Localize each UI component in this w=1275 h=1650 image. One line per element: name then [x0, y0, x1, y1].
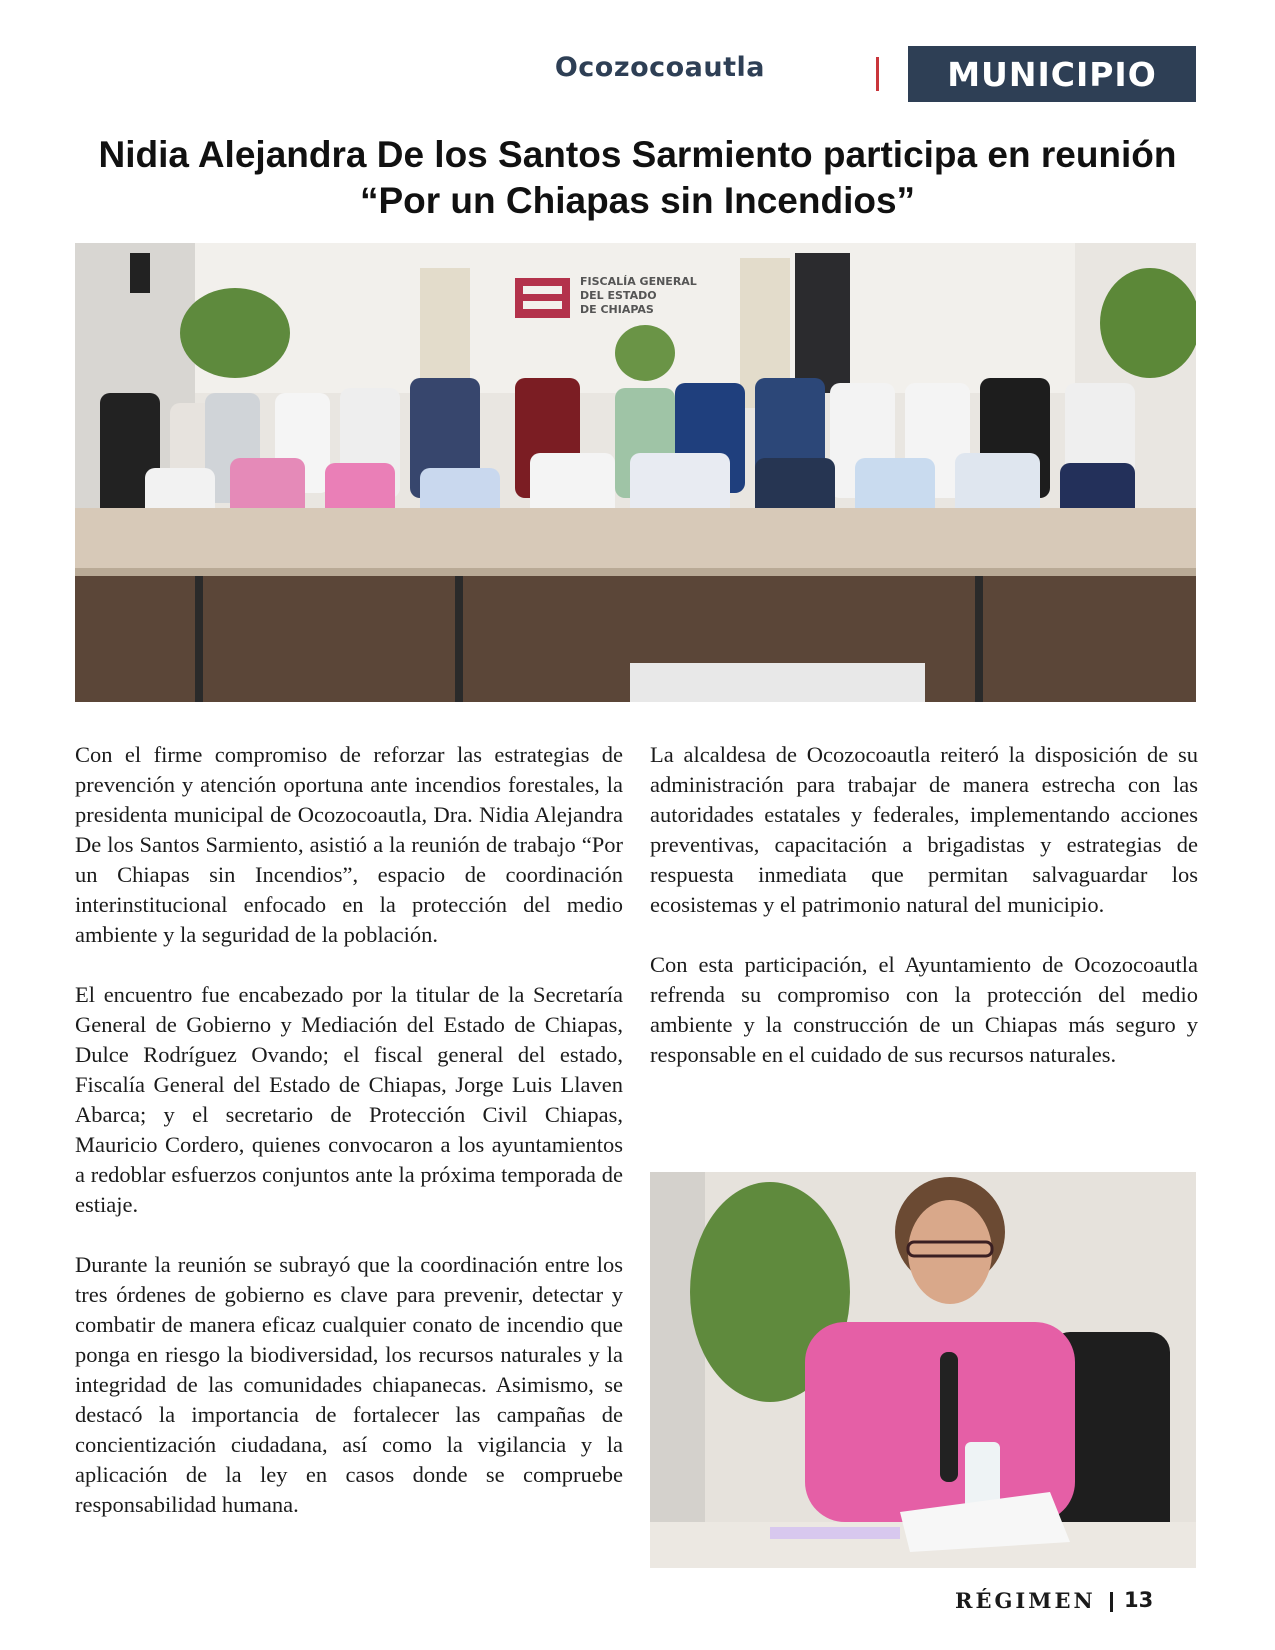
paragraph: Con esta participación, el Ayuntamiento de Ocozocoautla refrenda su compromiso con la protección del medio ambiente y la construcción de un Chiapas más seguro y responsable en el cuidado de sus recursos naturales. — [650, 952, 1198, 1067]
paragraph: Durante la reunión se subrayó que la coordinación entre los tres órdenes de gobierno es clave para prevenir, detectar y combatir de manera eficaz cualquier conato de incendio que ponga en riesgo la biodiversidad, los recursos naturales y la integridad de las comunidades chiapanecas. Asimismo, se destacó la importancia de fortalecer las campañas de concientización ciudadana, así como la vigilancia y la aplicación de la ley en casos donde se compruebe responsabilidad humana. — [75, 1252, 623, 1517]
footer-divider — [1110, 1592, 1113, 1612]
mayor-speaking-illustration — [650, 1172, 1196, 1568]
microphone-icon — [940, 1352, 958, 1482]
page-number: 13 — [1124, 1588, 1154, 1612]
group-meeting-photo — [75, 243, 1196, 702]
conference-table — [75, 508, 1196, 568]
header-divider — [876, 57, 879, 91]
article-column-right — [650, 740, 1198, 1100]
footer-brand: RÉGIMEN — [955, 1588, 1096, 1613]
group-meeting-illustration — [75, 243, 1196, 702]
article-title — [60, 132, 1215, 224]
article-column-left — [75, 740, 623, 1550]
wall-sign-line-2: DEL ESTADO — [580, 289, 657, 302]
fiscalia-logo — [515, 278, 570, 318]
category-badge: MUNICIPIO — [908, 46, 1196, 102]
section-name: Ocozocoautla — [554, 52, 765, 83]
wall-sign-line-3: DE CHIAPAS — [580, 303, 654, 316]
mayor-speaking-photo — [650, 1172, 1196, 1568]
wall-sign-line-1: FISCALÍA GENERAL — [580, 275, 697, 288]
paragraph: La alcaldesa de Ocozocoautla reiteró la disposición de su administración para trabajar de manera estrecha con las autoridades estatales y federales, implementando acciones preventivas, capacitación a brigadistas y estrategias de respuesta inmediata que permitan salvaguardar los ecosistemas y el patrimonio natural del municipio. — [650, 742, 1198, 917]
article-title-line-1: Nidia Alejandra De los Santos Sarmiento participa en reunión — [98, 134, 1177, 175]
paragraph: Con el firme compromiso de reforzar las estrategias de prevención y atención oportuna ante incendios forestales, la presidenta municipal de Ocozocoautla, Dra. Nidia Alejandra De los Santos Sarmiento, asistió a la reunión de trabajo “Por un Chiapas sin Incendios”, espacio de coordinación interinstitucional enfocado en la protección del medio ambiente y la seguridad de la población. — [75, 742, 623, 947]
paragraph: El encuentro fue encabezado por la titular de la Secretaría General de Gobierno y Mediación del Estado de Chiapas, Dulce Rodríguez Ovando; el fiscal general del estado, Fiscalía General del Estado de Chiapas, Jorge Luis Llaven Abarca; y el secretario de Protección Civil Chiapas, Mauricio Cordero, quienes convocaron a los ayuntamientos a redoblar esfuerzos conjuntos ante la próxima temporada de estiaje. — [75, 982, 623, 1217]
article-title-line-2: “Por un Chiapas sin Incendios” — [359, 180, 916, 221]
